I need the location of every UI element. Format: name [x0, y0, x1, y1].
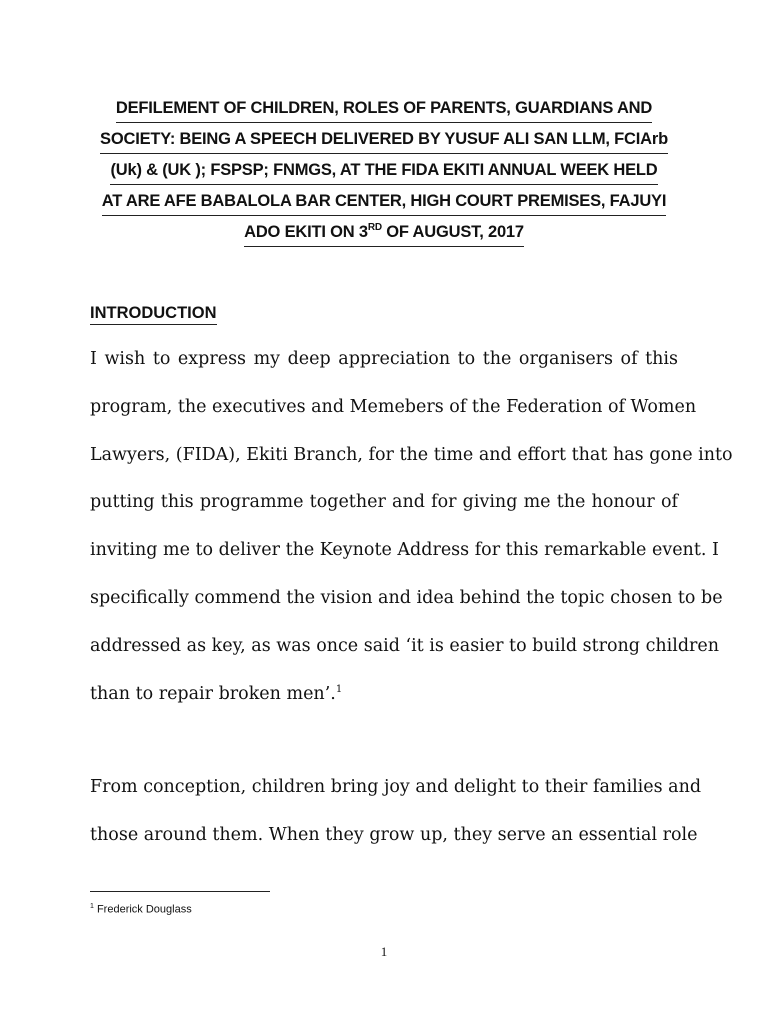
paragraph-line: specifically commend the vision and idea behind the topic chosen to be: [90, 587, 723, 608]
page-number: 1: [380, 944, 388, 959]
title-line-5-text: ADO EKITI ON 3: [244, 223, 368, 241]
title-line-5-date: OF AUGUST, 2017: [381, 223, 524, 241]
paragraph-1: [90, 336, 733, 718]
paragraph-2: [90, 764, 702, 860]
paragraph-line: those around them. When they grow up, they serve an essential role: [90, 824, 698, 845]
footnote-separator: [90, 891, 270, 892]
section-heading: INTRODUCTION: [90, 302, 217, 325]
ordinal-superscript: RD: [367, 221, 382, 233]
paragraph-line-text: than to repair broken men’.: [90, 683, 336, 704]
paragraph-line: program, the executives and Memebers of the Federation of Women: [90, 396, 697, 417]
document-title: [90, 92, 678, 247]
paragraph-line: Lawyers, (FIDA), Ekiti Branch, for the time and effort that has gone into: [90, 444, 733, 465]
paragraph-line: [90, 671, 678, 719]
paragraph-line: addressed as key, as was once said ‘it is easier to build strong children: [90, 635, 720, 656]
title-line-5: [244, 216, 524, 247]
footnote: [90, 900, 192, 917]
title-line-2: SOCIETY: BEING A SPEECH DELIVERED BY YUSUF ALI SAN LLM, FCIArb: [100, 123, 668, 154]
paragraph-line: inviting me to deliver the Keynote Address for this remarkable event. I: [90, 540, 719, 561]
paragraph-line: I wish to express my deep appreciation to the organisers of this: [90, 349, 678, 369]
footnote-reference[interactable]: 1: [335, 683, 343, 695]
title-line-4: AT ARE AFE BABALOLA BAR CENTER, HIGH COURT PREMISES, FAJUYI: [102, 185, 667, 216]
paragraph-line: putting this programme together and for giving me the honour of: [90, 492, 678, 513]
footnote-marker: 1: [90, 903, 94, 910]
title-line-1: DEFILEMENT OF CHILDREN, ROLES OF PARENTS, GUARDIANS AND: [116, 92, 652, 123]
title-line-3: (Uk) & (UK ); FSPSP; FNMGS, AT THE FIDA EKITI ANNUAL WEEK HELD: [110, 154, 657, 185]
paragraph-line: From conception, children bring joy and delight to their families and: [90, 777, 702, 797]
footnote-text: Frederick Douglass: [93, 903, 192, 916]
